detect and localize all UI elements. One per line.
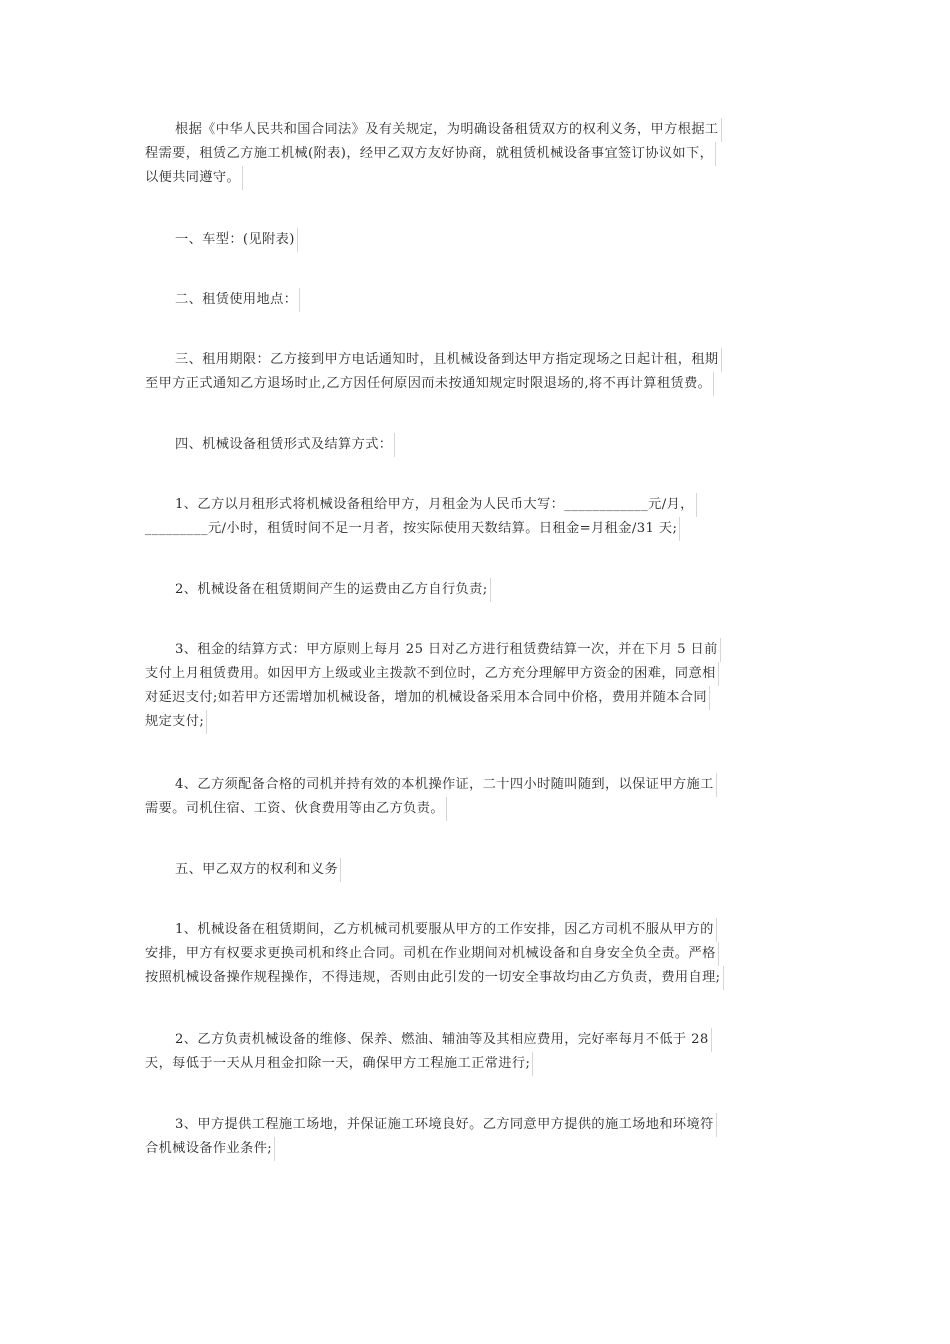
clause-5-1-line-3: 按照机械设备操作规程操作，不得违规，否则由此引发的一切安全事故均由乙方负责，费用自理; [145, 966, 724, 990]
clause-4-2 [145, 578, 806, 602]
section-2-text: 二、租赁使用地点： [145, 288, 300, 312]
clause-5-3-line-1: 3、甲方提供工程施工场地，并保证施工环境良好。乙方同意甲方提供的施工场地和环境符 [145, 1113, 717, 1137]
clause-4-3-line-4: 规定支付; [145, 710, 207, 734]
intro-line-3: 以便共同遵守。 [145, 166, 243, 190]
intro-line-1: 根据《中华人民共和国合同法》及有关规定，为明确设备租赁双方的权利义务，甲方根据工 [145, 118, 722, 142]
clause-4-3-line-2: 支付上月租赁费用。如因甲方上级或业主拨款不到位时，乙方充分理解甲方资金的困难，同意相 [145, 662, 719, 686]
clause-5-2-line-2: 天，每低于一天从月租金扣除一天，确保甲方工程施工正常进行; [145, 1052, 533, 1076]
clause-4-3 [145, 638, 806, 734]
clause-5-3-line-2: 合机械设备作业条件; [145, 1137, 275, 1161]
section-4-heading [145, 433, 806, 457]
section-5-heading [145, 858, 806, 882]
intro-line-2: 程需要，租赁乙方施工机械(附表)，经甲乙双方友好协商，就租赁机械设备事宜签订协议如下， [145, 142, 716, 166]
clause-5-2-line-1: 2、乙方负责机械设备的维修、保养、燃油、辅油等及其相应费用，完好率每月不低于 28 [145, 1028, 712, 1052]
clause-4-1-line-2: _________元/小时，租赁时间不足一月者，按实际使用天数结算。日租金=月租金/31 天; [145, 517, 680, 541]
clause-4-4 [145, 773, 806, 821]
clause-5-2 [145, 1028, 806, 1076]
clause-4-4-line-2: 需要。司机住宿、工资、伙食费用等由乙方负责。 [145, 797, 447, 821]
section-4-text: 四、机械设备租赁形式及结算方式： [145, 433, 395, 457]
clause-4-3-line-3: 对延迟支付;如若甲方还需增加机械设备，增加的机械设备采用本合同中价格，费用并随本合同 [145, 686, 710, 710]
clause-4-1 [145, 493, 806, 541]
section-2-heading [145, 288, 806, 312]
section-3-line-1: 三、租用期限：乙方接到甲方电话通知时，且机械设备到达甲方指定现场之日起计租，租期 [145, 348, 722, 372]
clause-5-1-line-1: 1、机械设备在租赁期间，乙方机械司机要服从甲方的工作安排，因乙方司机不服从甲方的 [145, 918, 717, 942]
intro-paragraph [145, 118, 806, 190]
clause-5-3 [145, 1113, 806, 1161]
clause-4-2-text: 2、机械设备在租赁期间产生的运费由乙方自行负责; [145, 578, 491, 602]
clause-4-3-line-1: 3、租金的结算方式：甲方原则上每月 25 日对乙方进行租赁费结算一次，并在下月 5 日前 [145, 638, 721, 662]
clause-5-1 [145, 918, 806, 990]
section-3-line-2: 至甲方正式通知乙方退场时止,乙方因任何原因而未按通知规定时限退场的,将不再计算租赁费。 [145, 372, 714, 396]
section-1-text: 一、车型：(见附表) [145, 228, 298, 252]
clause-4-1-line-1: 1、乙方以月租形式将机械设备租给甲方，月租金为人民币大写：____________元/月， [145, 493, 697, 517]
section-5-text: 五、甲乙双方的权利和义务 [145, 858, 341, 882]
clause-4-4-line-1: 4、乙方须配备合格的司机并持有效的本机操作证，二十四小时随叫随到，以保证甲方施工 [145, 773, 717, 797]
section-3-paragraph [145, 348, 806, 396]
section-1-heading [145, 228, 806, 252]
clause-5-1-line-2: 安排，甲方有权要求更换司机和终止合同。司机在作业期间对机械设备和自身安全负全责。严格 [145, 942, 719, 966]
